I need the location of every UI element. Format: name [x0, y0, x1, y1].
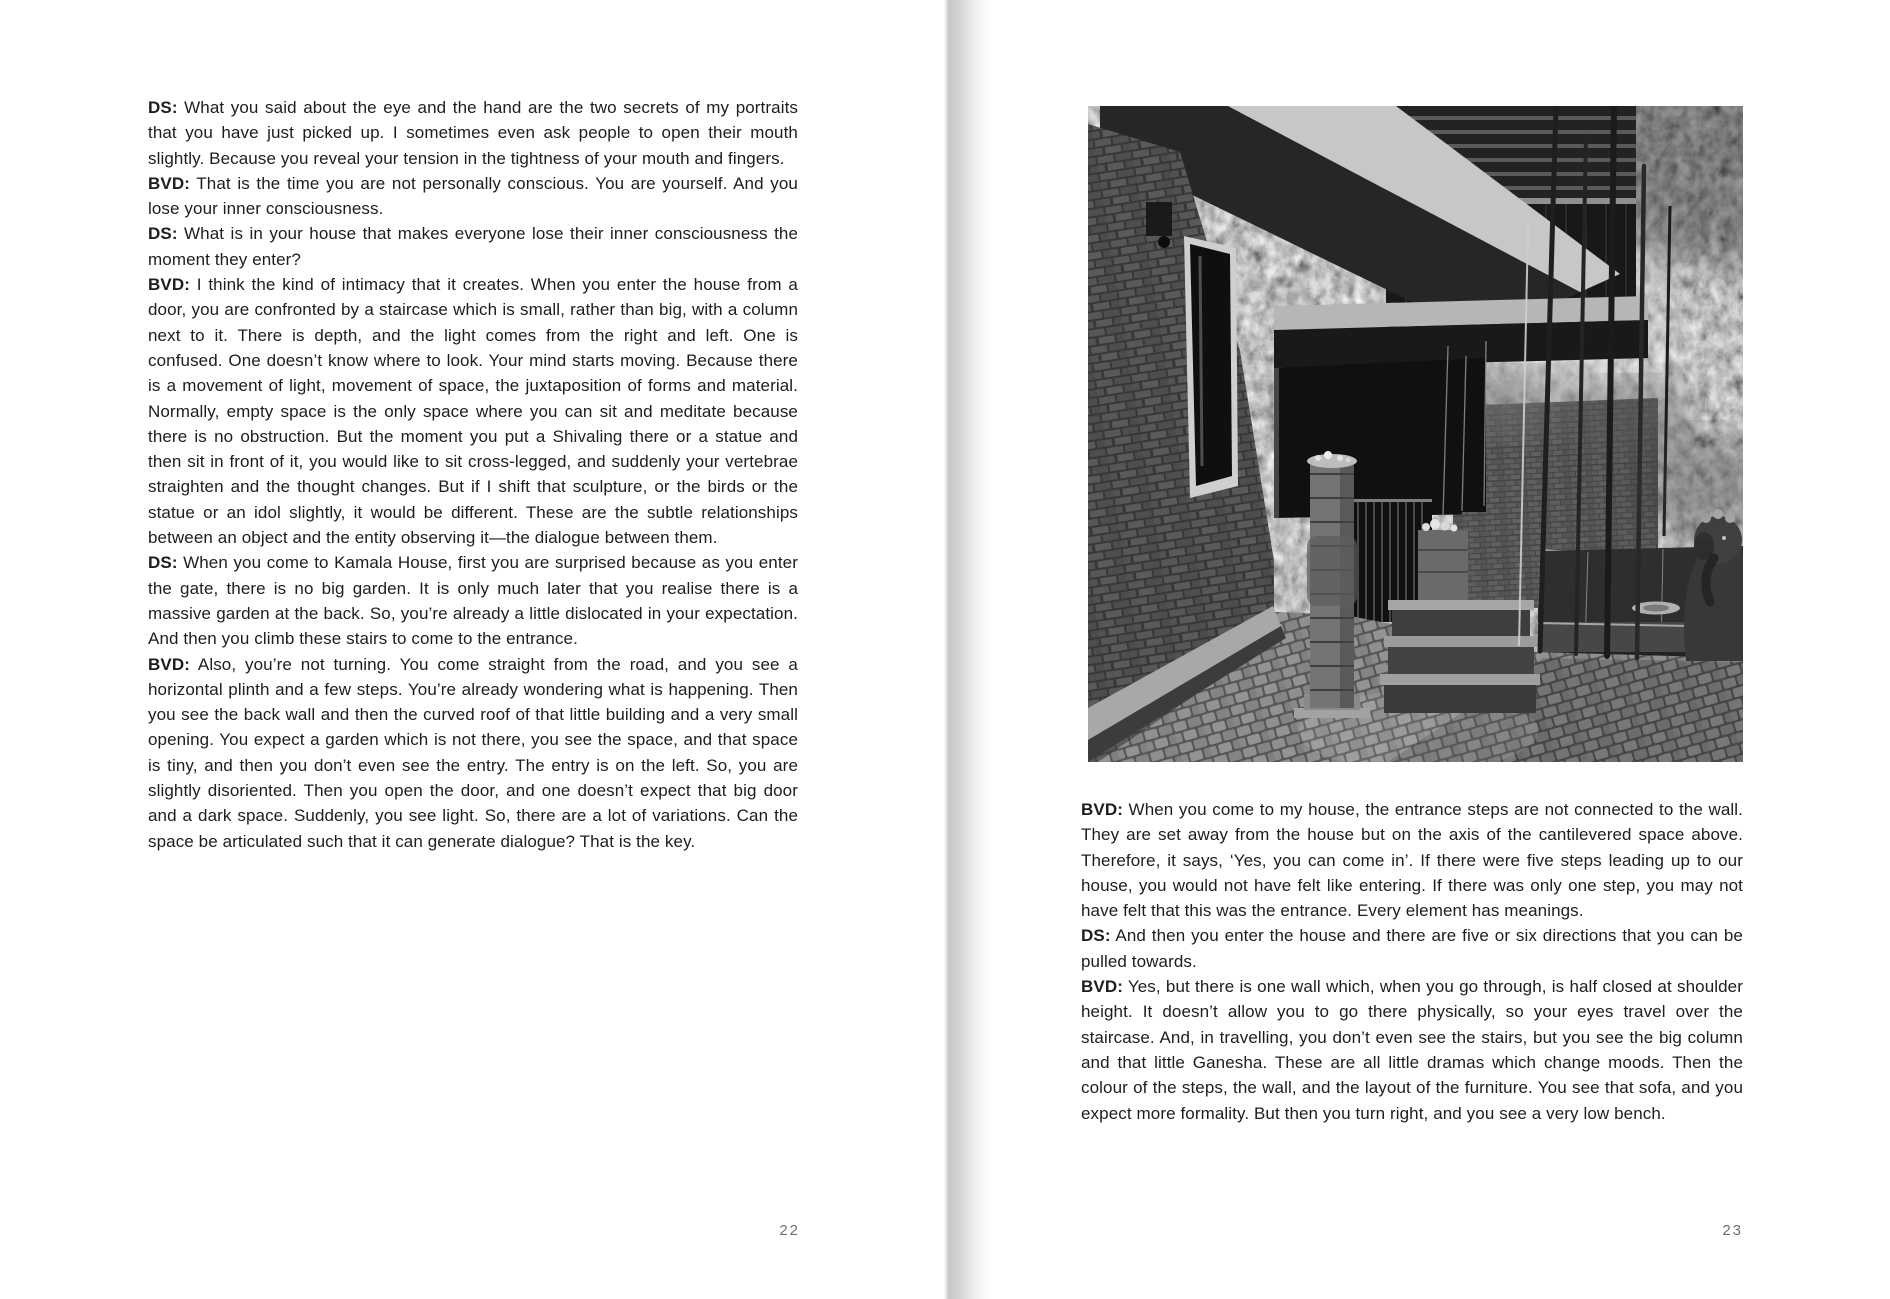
page-number-right: 23 — [1722, 1222, 1743, 1239]
speaker-label: BVD: — [148, 654, 190, 674]
courtyard-entrance-photo-art — [1088, 106, 1743, 762]
speaker-label: BVD: — [1081, 977, 1123, 997]
page-number-left: 22 — [779, 1222, 800, 1239]
speaker-label: DS: — [148, 553, 178, 573]
speaker-label: DS: — [148, 224, 178, 244]
speaker-label: BVD: — [1081, 800, 1123, 819]
dialogue-turn: BVD: Also, you’re not turning. You come straight from the road, and you see a horizontal plinth and a few steps. You’re already wondering what is happening. Then you see the back wall and then the curved roof of that little building and a very small opening. You expect a garden which is not there, you see the space, and that space is tiny, and then you don’t even see the entry. The entry is on the left. So, you are slightly disoriented. Then you open the door, and one doesn’t expect that big door and a dark space. Suddenly, you see light. So, there are a lot of variations. Can the space be articulated such that it can generate dialogue? That is the key. — [148, 654, 798, 851]
speaker-label: DS: — [148, 98, 178, 117]
dialogue-turn: BVD: I think the kind of intimacy that it creates. When you enter the house from a door, you are confronted by a staircase which is small, rather than big, with a column next to it. There is depth, and the light comes from the right and left. One is confused. One doesn’t know where to look. Your mind starts moving. Because there is a movement of light, movement of space, the juxtaposition of forms and material. Normally, empty space is the only space where you can sit and meditate because there is no obstruction. But the moment you put a Shivaling there or a statue and then sit in front of it, you would like to sit cross-legged, and suddenly your vertebrae straighten and the thought changes. But if I shift that sculpture, or the birds or the statue or an idol slightly, it would be different. These are the subtle relationships between an object and the entity observing it—the dialogue between them. — [148, 275, 798, 548]
dialogue-turn: DS: When you come to Kamala House, first you are surprised because as you enter the gate, there is no big garden. It is only much later that you realise there is a massive garden at the back. So, you’re already a little dislocated in your expectation. And then you climb these stairs to come to the entrance. — [148, 553, 798, 649]
dialogue-turn: BVD: That is the time you are not personally conscious. You are yourself. And you lose your inner consciousness. — [148, 173, 798, 219]
courtyard-entrance-photo — [1088, 106, 1743, 762]
speaker-label: BVD: — [148, 275, 190, 295]
dialogue-turn: BVD: When you come to my house, the entrance steps are not connected to the wall. They are set away from the house but on the axis of the cantilevered space above. Therefore, it says, ‘Yes, you can come in’. If there were five steps leading up to our house, you would not have felt like entering. If there was only one step, you may not have felt that this was the entrance. Every element has meanings. — [1081, 800, 1743, 921]
dialogue-turn: DS: What you said about the eye and the hand are the two secrets of my portraits that you have just picked up. I sometimes even ask people to open their mouth slightly. Because you reveal your tension in the tightness of your mouth and fingers. — [148, 98, 798, 168]
speaker-label: DS: — [1081, 926, 1111, 946]
dialogue-turn: BVD: Yes, but there is one wall which, when you go through, is half closed at shoulder height. It doesn’t allow you to go there physically, so your eyes travel over the staircase. And, in travelling, you don’t even see the stairs, but you see the big column and that little Ganesha. These are all little dramas which change moods. Then the colour of the steps, the wall, and the layout of the furniture. You see that sofa, and you expect more formality. But then you turn right, and you see a very low bench. — [1081, 977, 1743, 1123]
speaker-label: BVD: — [148, 173, 190, 193]
dialogue-turn: DS: What is in your house that makes everyone lose their inner consciousness the moment they enter? — [148, 224, 798, 269]
dialogue-turn: DS: And then you enter the house and there are five or six directions that you can be pulled towards. — [1081, 926, 1743, 971]
spine-gutter — [944, 0, 992, 1299]
left-page-text-column — [148, 95, 798, 854]
right-page-text-column — [1081, 797, 1743, 1126]
